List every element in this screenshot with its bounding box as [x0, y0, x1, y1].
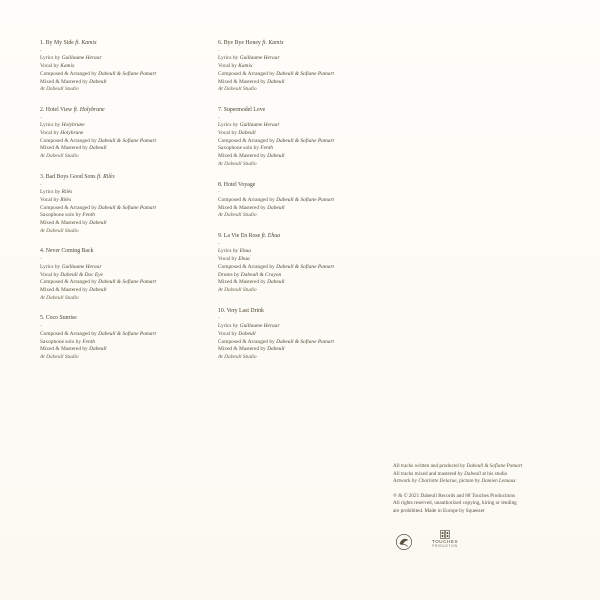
credit-line	[218, 346, 393, 354]
credits-block	[393, 463, 593, 523]
credit-role: Composed & Arranged by	[218, 263, 277, 270]
track-title-text: 8. Hotel Voyage	[218, 181, 256, 188]
credit-line	[40, 55, 215, 63]
credit-line	[218, 323, 393, 331]
copyright-line: ℗ & © 2021 Dabeull Records and 88 Touches Productions	[393, 492, 515, 499]
track-title-text: 1. By My Side	[40, 40, 74, 46]
credit-name: Dabeull	[267, 346, 285, 353]
credit-name: Dabeull & Sofiane Pamart	[98, 204, 157, 211]
track-studio: At Dabeull Studio	[40, 294, 79, 301]
credit-role: Vocal by	[40, 196, 61, 203]
credit-role: Mixed & Mastered by	[218, 346, 268, 353]
credit-role: Artwork by	[393, 478, 419, 485]
track-title	[40, 248, 215, 256]
track-featuring: ft. Kamix	[262, 40, 284, 46]
separator-dash: -	[40, 114, 42, 121]
credit-name: Kamix	[60, 63, 75, 70]
credit-name: Dabeull & Sofiane Pamart	[98, 279, 157, 286]
credit-line	[218, 130, 393, 138]
track-featuring: ft. Rilès	[97, 173, 115, 180]
credit-line	[218, 63, 393, 71]
track-title	[218, 40, 393, 48]
credit-name: Dabeull & Doc Eye	[60, 271, 103, 278]
credit-name: Guillaume Heraar	[61, 263, 102, 270]
credit-role: Mixed & Mastered by	[40, 78, 90, 85]
credit-role: Lyrics by	[40, 55, 62, 62]
credit-name: Rilès	[60, 196, 72, 203]
credit-role: Mixed & Mastered by	[218, 204, 268, 211]
credit-line	[218, 153, 393, 161]
track-entry	[218, 182, 393, 221]
credit-role: Composed & Arranged by	[40, 70, 99, 77]
credit-role: Vocal by	[218, 256, 239, 263]
track-title-text: 4. Never Coming Back	[40, 248, 94, 255]
credit-role: Vocal by	[40, 63, 61, 70]
credit-role: Composed & Arranged by	[218, 196, 277, 203]
credit-name: Fenth	[260, 145, 273, 152]
credit-suffix: , picture by	[456, 478, 482, 485]
credit-role: Lyrics by	[218, 122, 240, 129]
credit-name: Charlotte Delarue	[418, 478, 457, 485]
track-studio: At Dabeull Studio	[40, 86, 79, 93]
credit-role: Saxophone solo by	[218, 145, 261, 152]
separator-dash: -	[218, 114, 220, 121]
production-credit-line	[393, 471, 593, 479]
track-title-text: 5. Coco Sunrise	[40, 315, 77, 322]
credit-name: Dabeull	[89, 346, 107, 353]
credit-line	[218, 138, 393, 146]
tracklist-left-column	[40, 40, 215, 375]
credit-role: Mixed & Mastered by	[218, 279, 268, 286]
track-entry	[218, 107, 393, 169]
track-studio: At Dabeull Studio	[40, 153, 79, 160]
credit-line	[218, 256, 393, 264]
track-entry	[40, 107, 215, 161]
credit-role: Vocal by	[218, 330, 239, 337]
track-entry	[40, 40, 215, 94]
separator-dash: -	[40, 47, 42, 54]
track-entry	[218, 308, 393, 362]
credit-name: Dabeull	[238, 130, 256, 137]
credit-line	[40, 71, 215, 79]
track-entry	[40, 315, 215, 361]
credit-role: Mixed & Mastered by	[218, 153, 268, 160]
credit-name: Ehua	[239, 248, 251, 255]
copyright-line: are prohibited. Made in Europe by Squeezer	[393, 507, 485, 514]
track-studio: At Dabeull Studio	[218, 160, 257, 167]
touches-wordmark: TOUCHES	[431, 539, 459, 544]
credit-role: Mixed & Mastered by	[40, 286, 90, 293]
credit-name: Dabeull	[464, 470, 481, 477]
credit-line	[218, 55, 393, 63]
credit-name: Kamix	[238, 63, 253, 70]
credit-name: Guillaume Heraar	[239, 55, 280, 62]
credit-role: Saxophone solo by	[40, 338, 83, 345]
credit-name: Dabeull & Sofiane Pamart	[276, 196, 335, 203]
credit-line	[40, 287, 215, 295]
credit-line	[40, 63, 215, 71]
credit-role: Mixed & Mastered by	[40, 145, 90, 152]
separator-dash: -	[218, 189, 220, 196]
credit-name: Dabeull & Sofiane Pamart	[98, 70, 157, 77]
credit-line	[218, 248, 393, 256]
track-studio: At Dabeull Studio	[218, 212, 257, 219]
track-studio: At Dabeull Studio	[218, 353, 257, 360]
credit-name: Guillaume Heraar	[239, 323, 280, 330]
track-studio: At Dabeull Studio	[40, 227, 79, 234]
credit-line	[40, 79, 215, 87]
track-title	[218, 308, 393, 316]
credit-role: Mixed & Mastered by	[218, 78, 268, 85]
production-credit-line	[393, 463, 593, 471]
credit-role: Drums by	[218, 271, 241, 278]
credit-name: Dabeull	[238, 330, 256, 337]
credit-name: Dabeull & Sofiane Pamart	[98, 330, 157, 337]
credit-line	[40, 264, 215, 272]
credit-role: Composed & Arranged by	[218, 137, 277, 144]
separator-dash: -	[40, 256, 42, 263]
credit-name: Dabeull & Sofiane Pamart	[466, 463, 523, 469]
credit-line	[218, 264, 393, 272]
credit-name: Dabeull & Sofiane Pamart	[276, 263, 335, 270]
copyright-line: All rights reserved, unauthorized copying, hiring or lending	[393, 500, 517, 507]
88-touches-emblem-icon	[440, 530, 450, 539]
credit-role: Lyrics by	[40, 122, 62, 129]
track-title	[218, 233, 393, 241]
credit-line	[218, 205, 393, 213]
credit-name: Holybrune	[61, 122, 85, 129]
credit-line	[218, 197, 393, 205]
track-title	[40, 40, 215, 48]
credit-line	[218, 71, 393, 79]
credit-line	[218, 145, 393, 153]
production-credits	[393, 463, 593, 486]
track-studio: At Dabeull Studio	[40, 353, 79, 360]
track-entry	[40, 174, 215, 236]
track-entry	[40, 248, 215, 302]
credit-line	[40, 339, 215, 347]
credit-role: Composed & Arranged by	[218, 70, 277, 77]
credit-name: Dabeull	[89, 145, 107, 152]
credit-role: Mixed & Mastered by	[40, 220, 90, 227]
credit-line	[40, 145, 215, 153]
credit-line	[40, 189, 215, 197]
touches-logo	[426, 530, 464, 548]
credit-role: Lyrics by	[40, 263, 62, 270]
credit-name: Dabeull	[267, 204, 285, 211]
credit-role: Composed & Arranged by	[40, 330, 99, 337]
credit-role: All tracks mixed and mastered by	[393, 470, 465, 477]
credit-line	[40, 122, 215, 130]
credit-role: Composed & Arranged by	[40, 204, 99, 211]
credit-name: Damien Lemaux	[481, 478, 516, 485]
track-entry	[218, 40, 393, 94]
credit-suffix: at his studio	[480, 470, 508, 477]
credit-line	[40, 197, 215, 205]
credit-line	[218, 339, 393, 347]
credit-name: Dabeull & Sofiane Pamart	[98, 137, 157, 144]
credit-role: Vocal by	[218, 130, 239, 137]
track-title-text: 7. Supermodel Love	[218, 106, 266, 113]
credit-name: Dabeull & Sofiane Pamart	[276, 70, 335, 77]
credit-line	[40, 346, 215, 354]
credit-line	[40, 331, 215, 339]
separator-dash: -	[218, 240, 220, 247]
credit-name: Guillaume Heraar	[61, 55, 102, 62]
track-title	[40, 174, 215, 182]
credit-name: Dabeull	[89, 286, 107, 293]
credit-name: Ehua	[238, 256, 250, 263]
credit-name: Guillaume Heraar	[239, 122, 280, 129]
credit-name: Fenth	[82, 212, 95, 219]
track-studio: At Dabeull Studio	[218, 86, 257, 93]
credit-name: Dabeull	[267, 279, 285, 286]
credit-line	[40, 212, 215, 220]
credit-name: Dabeull & Sofiane Pamart	[276, 338, 335, 345]
separator-dash: -	[40, 181, 42, 188]
track-studio: At Dabeull Studio	[218, 286, 257, 293]
separator-dash: -	[218, 315, 220, 322]
credit-line	[40, 138, 215, 146]
credit-role: Vocal by	[218, 63, 239, 70]
credit-role: Saxophone solo by	[40, 212, 83, 219]
credit-name: Dabeull	[267, 153, 285, 160]
tracklist-right-column	[218, 40, 393, 375]
credit-line	[218, 79, 393, 87]
credit-line	[40, 220, 215, 228]
credit-role: Vocal by	[40, 271, 61, 278]
credit-name: Dabeull & Sofiane Pamart	[276, 137, 335, 144]
track-title	[218, 107, 393, 115]
track-title	[40, 315, 215, 323]
track-title	[40, 107, 215, 115]
credit-role: Lyrics by	[218, 248, 240, 255]
credit-line	[218, 331, 393, 339]
track-featuring: ft. Holybrune	[73, 106, 105, 113]
dabeull-records-logo-icon	[395, 533, 413, 551]
track-title-text: 6. Bye Bye Honey	[218, 40, 261, 46]
credit-role: Lyrics by	[40, 189, 62, 196]
credit-name: Dabeull	[89, 220, 107, 227]
separator-dash: -	[40, 323, 42, 330]
credit-role: Composed & Arranged by	[40, 279, 99, 286]
track-title-text: 3. Bad Boys Good Sons	[40, 173, 96, 180]
credit-name: Dabeull	[89, 78, 107, 85]
credit-name: Rilès	[61, 189, 73, 196]
credit-name: Holybrune	[60, 130, 84, 137]
credit-line	[40, 130, 215, 138]
production-credit-line	[393, 478, 593, 486]
credit-name: Fenth	[82, 338, 95, 345]
credit-role: Composed & Arranged by	[218, 338, 277, 345]
credit-name: Dabeull	[267, 78, 285, 85]
credit-role: Vocal by	[40, 130, 61, 137]
touches-subtitle: PRODUCTION	[432, 544, 458, 548]
track-featuring: ft. Ehua	[261, 233, 281, 240]
track-featuring: ft. Kamix	[75, 40, 97, 46]
track-title	[218, 182, 393, 190]
credit-name: Dabeull & Crayon	[240, 271, 282, 278]
track-entry	[218, 233, 393, 295]
separator-dash: -	[218, 47, 220, 54]
credit-role: Lyrics by	[218, 55, 240, 62]
credit-line	[40, 279, 215, 287]
credit-role: Lyrics by	[218, 323, 240, 330]
track-title-text: 10. Very Last Drink	[218, 307, 264, 314]
credit-role: Mixed & Mastered by	[40, 346, 90, 353]
credit-role: Composed & Arranged by	[40, 137, 99, 144]
copyright-notice	[393, 493, 593, 516]
track-title-text: 9. La Vie En Rose	[218, 233, 261, 240]
credit-line	[218, 279, 393, 287]
credit-line	[40, 205, 215, 213]
track-title-text: 2. Hotel View	[40, 106, 73, 113]
credit-line	[218, 122, 393, 130]
credit-role: All tracks written and produced by	[393, 463, 467, 469]
credit-line	[218, 272, 393, 280]
